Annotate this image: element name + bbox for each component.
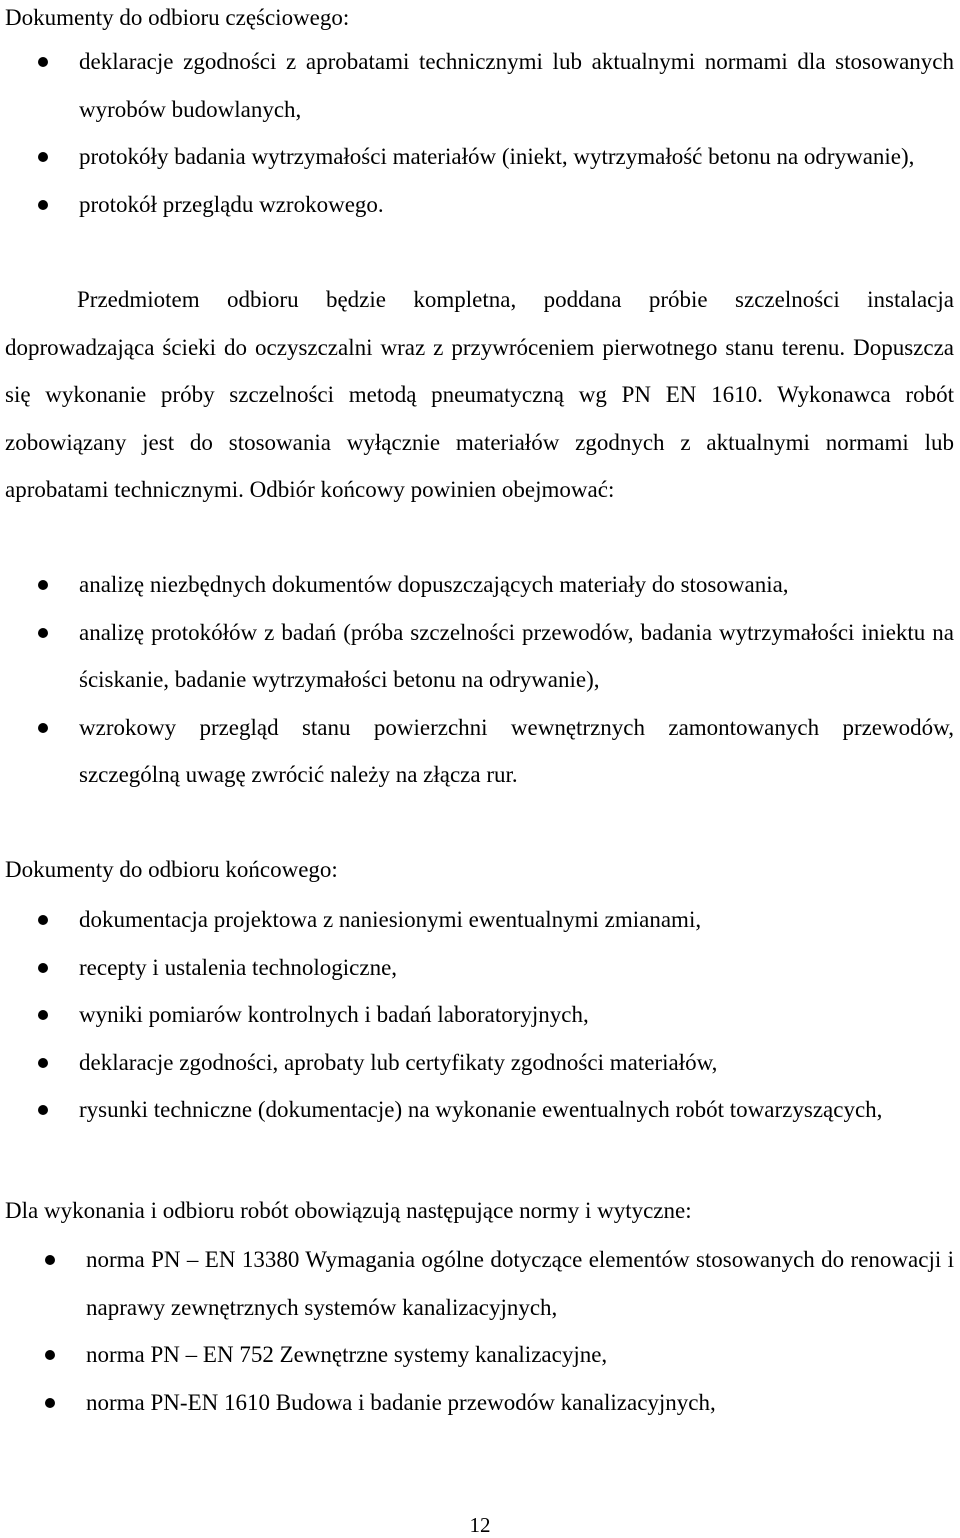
- list-item-text: protokóły badania wytrzymałości materiałów (iniekt, wytrzymałość betonu na odrywanie),: [79, 144, 915, 169]
- final-acceptance-documents-list: [5, 896, 954, 1134]
- bullet-icon: [45, 1398, 55, 1408]
- bullet-icon: [38, 200, 48, 210]
- list-item: [5, 1086, 954, 1134]
- list-item-text: rysunki techniczne (dokumentacje) na wykonanie ewentualnych robót towarzyszących,: [79, 1097, 883, 1122]
- acceptance-paragraph: Przedmiotem odbioru będzie kompletna, poddana próbie szczelności instalacja doprowadzająca ścieki do oczyszczalni wraz z przywróceniem pierwotnego stanu terenu. Dopuszcza się wykonanie próby szczelności metodą pneumatyczną wg PN EN 1610. Wykonawca robót zobowiązany jest do stosowania wyłącznie materiałów zgodnych z aktualnymi normami lub aprobatami technicznymi. Odbiór końcowy powinien obejmować:: [5, 287, 954, 502]
- bullet-icon: [38, 723, 48, 733]
- final-acceptance-scope-list: [5, 561, 954, 799]
- list-item-text: norma PN – EN 752 Zewnętrzne systemy kanalizacyjne,: [86, 1342, 608, 1367]
- bullet-icon: [45, 1350, 55, 1360]
- bullet-icon: [38, 915, 48, 925]
- list-item: [5, 609, 954, 704]
- page-number: 12: [469, 1513, 491, 1537]
- list-item-text: dokumentacja projektowa z naniesionymi ewentualnymi zmianami,: [79, 907, 702, 932]
- list-item: [5, 133, 954, 181]
- bullet-icon: [38, 580, 48, 590]
- list-item: [5, 1039, 954, 1087]
- final-acceptance-heading: Dokumenty do odbioru końcowego:: [5, 857, 338, 882]
- partial-acceptance-list: [5, 38, 954, 228]
- list-item-text: norma PN-EN 1610 Budowa i badanie przewodów kanalizacyjnych,: [86, 1389, 716, 1415]
- list-item-text: norma PN – EN 13380 Wymagania ogólne dotyczące elementów stosowanych do renowacji i naprawy zewnętrznych systemów kanalizacyjnych,: [86, 1247, 954, 1320]
- bullet-icon: [38, 57, 48, 67]
- bullet-icon: [38, 963, 48, 973]
- list-item-text: wyniki pomiarów kontrolnych i badań laboratoryjnych,: [79, 1002, 589, 1027]
- standards-list: [5, 1236, 954, 1426]
- list-item-text: wzrokowy przegląd stanu powierzchni wewnętrznych zamontowanych przewodów, szczególną uwagę zwrócić należy na złącza rur.: [79, 714, 954, 787]
- bullet-icon: [38, 1105, 48, 1115]
- bullet-icon: [38, 628, 48, 638]
- list-item: [5, 1331, 954, 1379]
- list-item-text: protokół przeglądu wzrokowego.: [79, 191, 384, 217]
- bullet-icon: [38, 1058, 48, 1068]
- bullet-icon: [38, 152, 48, 162]
- list-item: [5, 181, 954, 229]
- list-item: [5, 704, 954, 799]
- list-item-text: deklaracje zgodności z aprobatami technicznymi lub aktualnymi normami dla stosowanych wyrobów budowlanych,: [79, 49, 954, 122]
- list-item: [5, 944, 954, 992]
- list-item: [5, 896, 954, 944]
- list-item-text: recepty i ustalenia technologiczne,: [79, 954, 398, 980]
- partial-acceptance-heading: Dokumenty do odbioru częściowego:: [5, 5, 350, 30]
- list-item: [5, 991, 954, 1039]
- list-item-text: deklaracje zgodności, aprobaty lub certyfikaty zgodności materiałów,: [79, 1049, 718, 1075]
- list-item: [5, 1379, 954, 1427]
- list-item: [5, 38, 954, 133]
- list-item: [5, 1236, 954, 1331]
- standards-heading: Dla wykonania i odbioru robót obowiązują następujące normy i wytyczne:: [5, 1198, 692, 1223]
- bullet-icon: [45, 1255, 55, 1265]
- list-item-text: analizę protokółów z badań (próba szczelności przewodów, badania wytrzymałości iniektu na ściskanie, badanie wytrzymałości betonu na odrywanie),: [79, 619, 954, 692]
- bullet-icon: [38, 1010, 48, 1020]
- list-item-text: analizę niezbędnych dokumentów dopuszczających materiały do stosowania,: [79, 572, 789, 597]
- list-item: [5, 561, 954, 609]
